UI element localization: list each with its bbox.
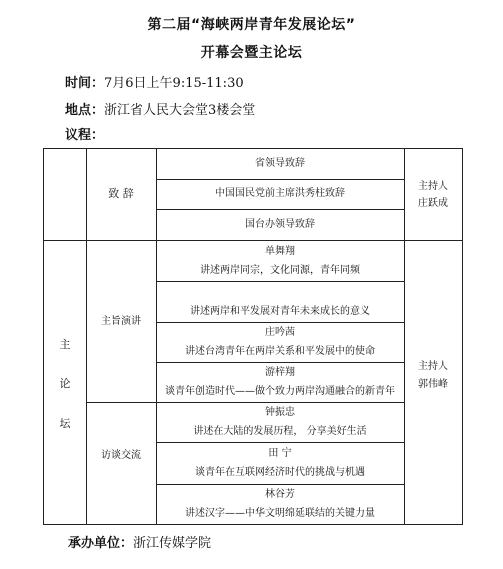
place-value: 浙江省人民大会堂3楼会堂: [104, 103, 256, 118]
subsection-name-interview: 访谈交流: [101, 450, 141, 461]
place-line: [65, 99, 255, 118]
speaker-name: 庄吟茜: [265, 327, 295, 338]
section-divider: [43, 240, 463, 241]
table-border-bottom: [43, 524, 463, 525]
row-line: [156, 281, 404, 282]
table-border-top: [43, 148, 463, 149]
organizer-value: 浙江传媒学院: [133, 536, 212, 551]
row-line: [156, 442, 404, 443]
table-row-2: 中国国民党前主席洪秀柱致辞: [215, 188, 345, 199]
organizer-label: 承办单位：: [68, 536, 134, 551]
speaker-topic: 讲述在大陆的发展历程， 分享美好生活: [193, 426, 367, 437]
subsection-divider: [86, 402, 404, 403]
table-row-3: 国台办领导致辞: [245, 219, 315, 230]
speaker-topic: 讲述汉字——中华文明绵延联结的关键力量: [185, 508, 375, 519]
speaker-topic: 讲述两岸和平发展对青年未来成长的意义: [190, 306, 370, 317]
host-name-2: 郭伟峰: [418, 379, 448, 390]
table-row-1: 省领导致辞: [255, 158, 305, 169]
speaker-name: 游梓翔: [265, 367, 295, 378]
host-name-1: 庄跃成: [418, 198, 448, 209]
speaker-name: 单舞翔: [265, 246, 295, 257]
place-label: 地点：: [65, 103, 105, 118]
speaker-name: 田 宁: [268, 448, 292, 459]
section-name-char-2: 论: [59, 377, 71, 390]
time-label: 时间：: [65, 76, 105, 91]
row-line: [156, 362, 404, 363]
agenda-label: 议程：: [65, 128, 105, 143]
host-role-2: 主持人: [418, 361, 448, 372]
subsection-name-keynote: 主旨演讲: [101, 316, 141, 327]
document-title: 第二届“海峡两岸青年发展论坛”: [147, 17, 356, 33]
section-name-zhici: 致 辞: [108, 187, 134, 200]
speaker-topic: 谈青年在互联网经济时代的挑战与机遇: [195, 467, 365, 478]
host-role-1: 主持人: [418, 181, 448, 192]
speaker-topic: 讲述台湾青年在两岸关系和平发展中的使命: [185, 346, 375, 357]
organizer-line: [68, 532, 211, 551]
speaker-topic: 谈青年创造时代——做个致力两岸沟通融合的新青年: [165, 386, 395, 397]
time-value: 7月6日上午9:15-11:30: [104, 76, 244, 91]
col-line-a-bottom: [86, 240, 87, 525]
speaker-name: 林谷芳: [265, 489, 295, 500]
document-subtitle: 开幕会暨主论坛: [200, 45, 303, 61]
row-line: [156, 209, 404, 210]
section-name-char-1: 主: [59, 338, 71, 351]
speaker-name: 钟振忠: [265, 407, 295, 418]
speaker-topic: 讲述两岸同宗，文化同源，青年同频: [200, 265, 360, 276]
time-line: [65, 72, 244, 91]
row-line: [156, 179, 404, 180]
table-border-left: [43, 148, 44, 525]
row-line: [156, 484, 404, 485]
row-line: [156, 322, 404, 323]
table-border-right: [462, 148, 463, 525]
section-name-char-3: 坛: [59, 417, 71, 430]
